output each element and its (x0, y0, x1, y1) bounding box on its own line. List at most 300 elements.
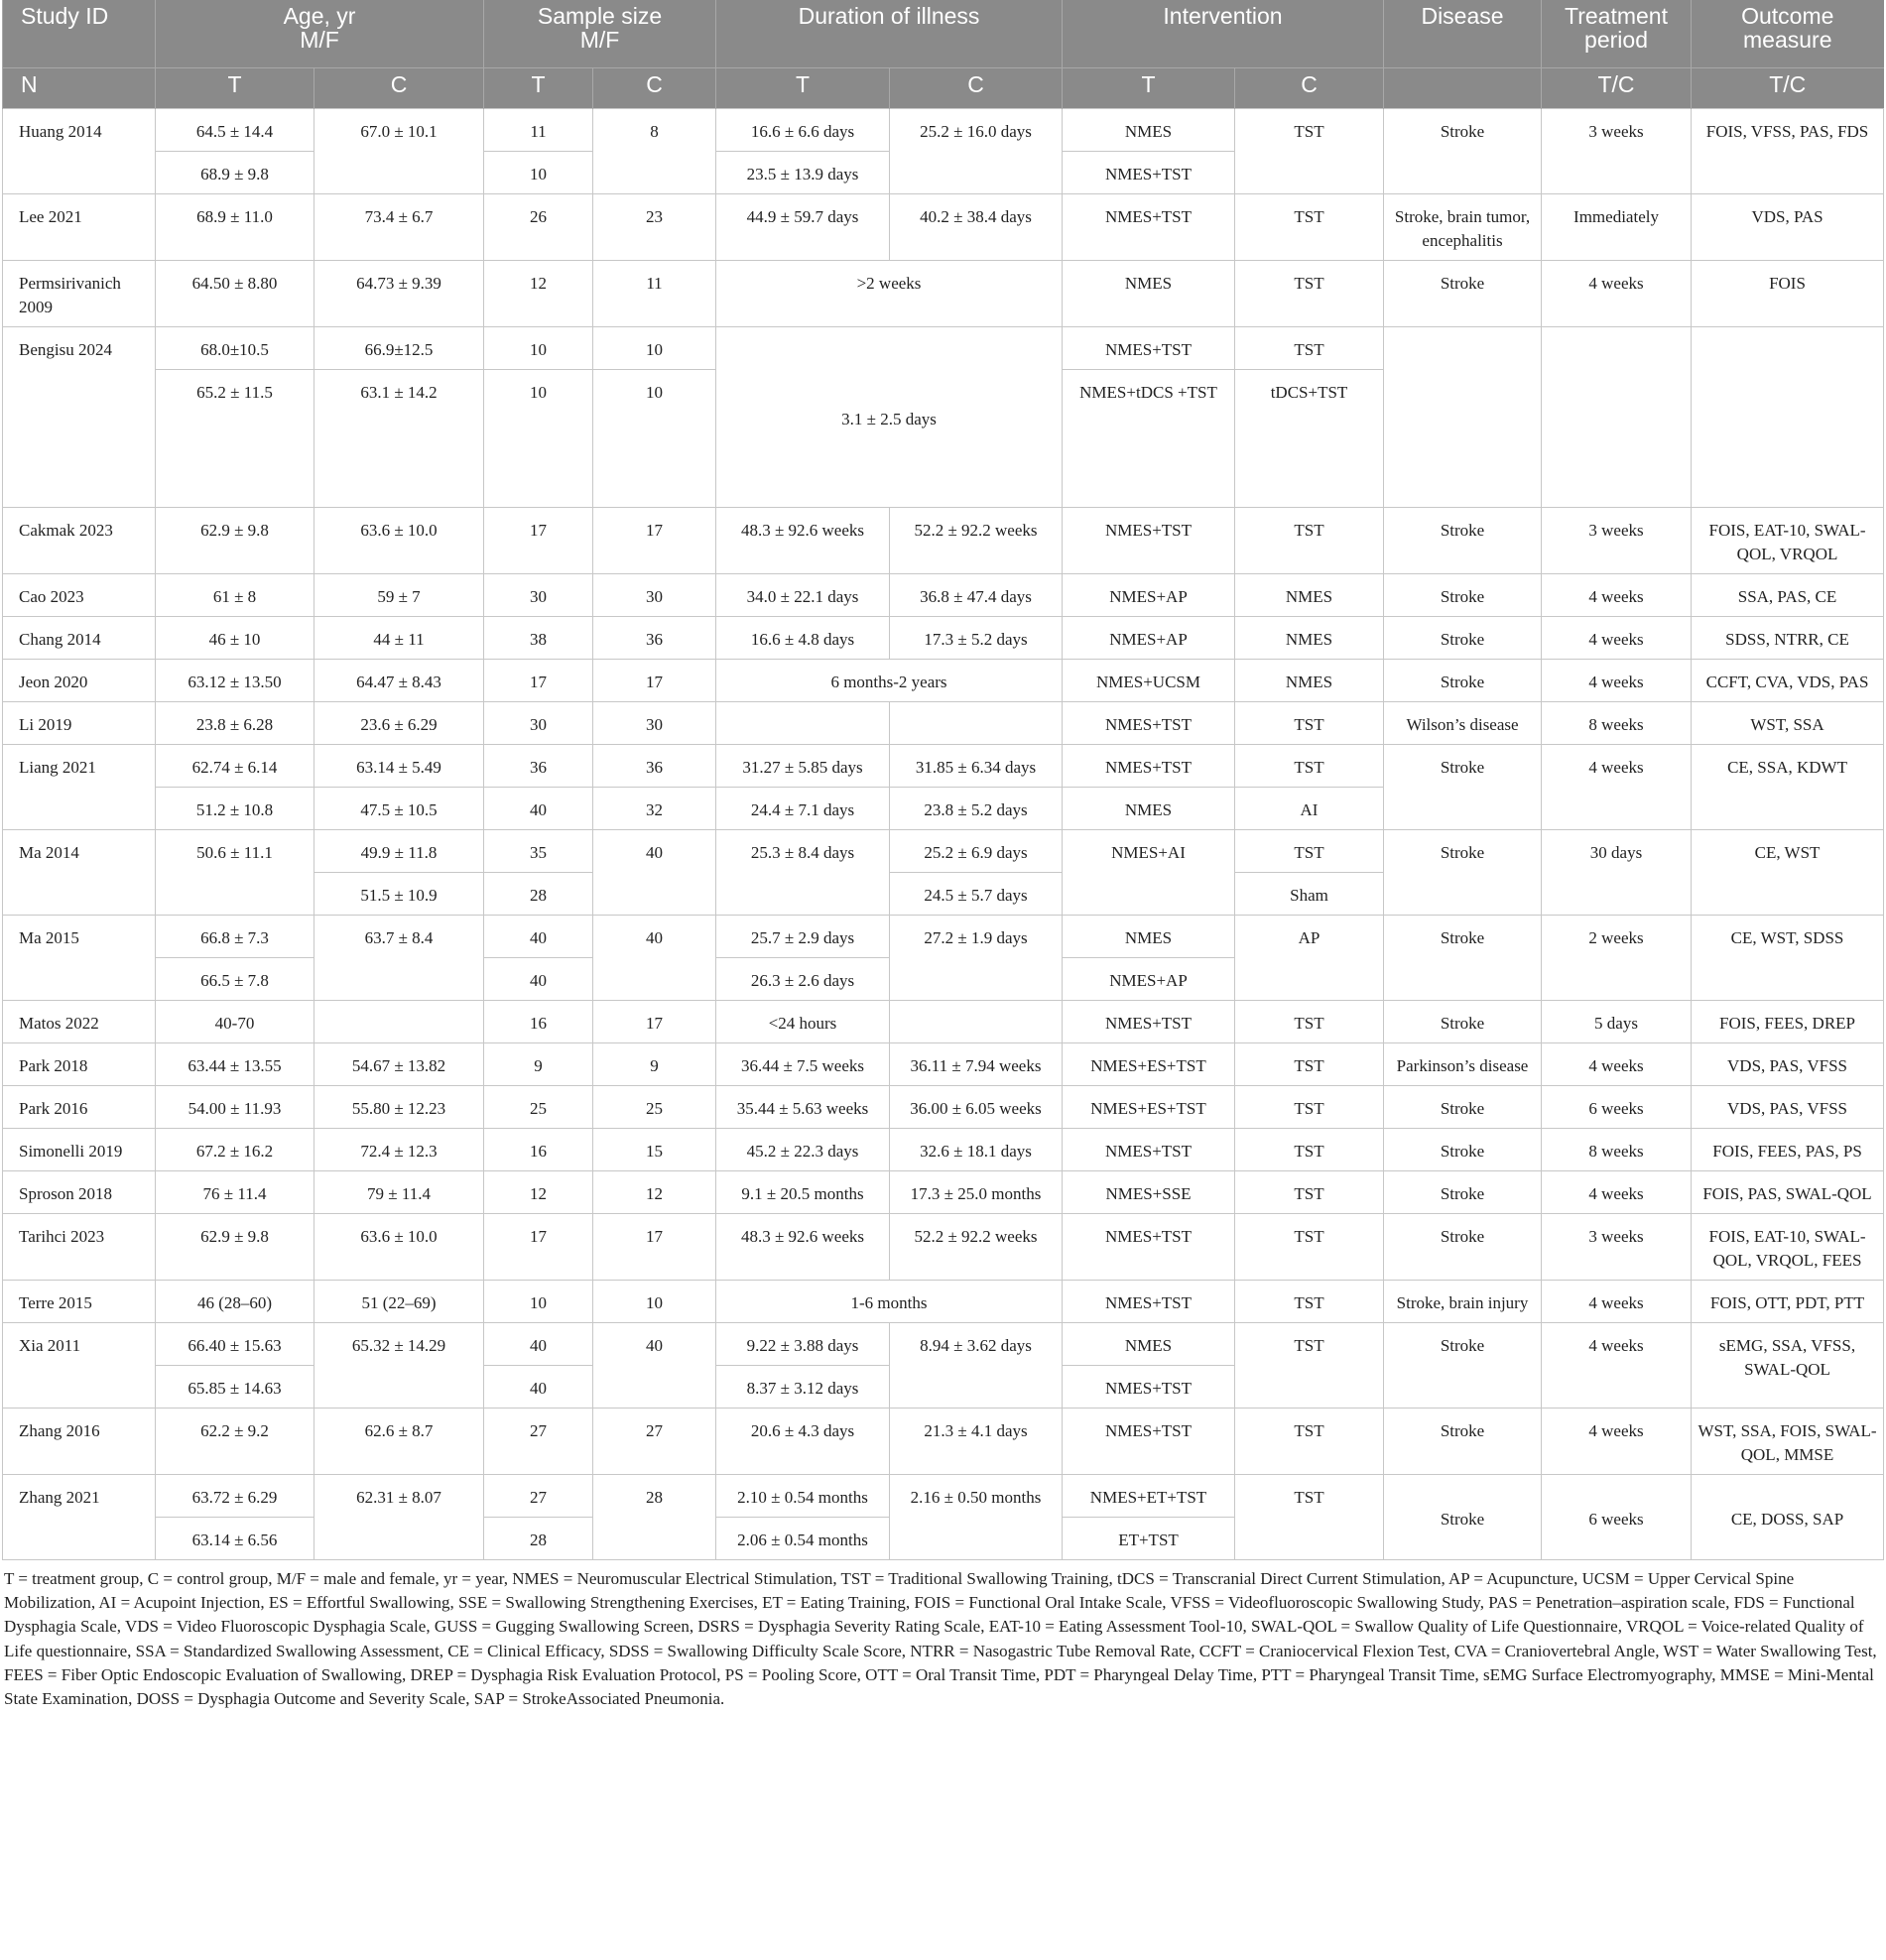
table-row (3, 745, 1884, 788)
table-cell: FOIS, PAS, SWAL-QOL (1692, 1171, 1884, 1214)
subheader-n: N (3, 68, 156, 109)
table-cell: 32 (593, 788, 716, 830)
table-cell: Matos 2022 (3, 1001, 156, 1043)
table-cell: 15 (593, 1129, 716, 1171)
table-cell: tDCS+TST (1235, 370, 1384, 508)
table-cell: 27 (484, 1475, 593, 1518)
table-cell: 51.2 ± 10.8 (156, 788, 314, 830)
table-cell: Stroke (1384, 1129, 1542, 1171)
table-cell: 4 weeks (1542, 1043, 1692, 1086)
table-row (3, 1409, 1884, 1475)
table-cell: Stroke (1384, 1475, 1542, 1560)
header-intervention: Intervention (1063, 0, 1384, 68)
table-cell: NMES+ES+TST (1063, 1086, 1235, 1129)
table-cell: NMES+TST (1063, 152, 1235, 194)
table-row (3, 1475, 1884, 1518)
subheader-intervention-t: T (1063, 68, 1235, 109)
table-cell: TST (1235, 1086, 1384, 1129)
table-cell: NMES+TST (1063, 1409, 1235, 1475)
table-cell: TST (1235, 194, 1384, 261)
table-cell: 64.47 ± 8.43 (314, 660, 484, 702)
table-header (3, 0, 1884, 109)
table-cell: 10 (484, 370, 593, 508)
table-row (3, 830, 1884, 873)
table-cell: 4 weeks (1542, 745, 1692, 830)
table-cell: 17.3 ± 5.2 days (890, 617, 1063, 660)
table-cell: Wilson’s disease (1384, 702, 1542, 745)
table-cell: 47.5 ± 10.5 (314, 788, 484, 830)
table-cell: 40 (484, 788, 593, 830)
table-cell: 25.7 ± 2.9 days (716, 916, 890, 958)
table-cell: <24 hours (716, 1001, 890, 1043)
header-treatment-period: Treatment period (1542, 0, 1692, 68)
table-cell: 61 ± 8 (156, 574, 314, 617)
table-cell: 24.5 ± 5.7 days (890, 873, 1063, 916)
table-cell: 64.73 ± 9.39 (314, 261, 484, 327)
table-body (3, 109, 1884, 1560)
table-cell: Chang 2014 (3, 617, 156, 660)
table-cell: TST (1235, 1214, 1384, 1281)
table-cell: 10 (593, 327, 716, 370)
table-row (3, 1281, 1884, 1323)
table-cell: 63.12 ± 13.50 (156, 660, 314, 702)
table-cell (1384, 327, 1542, 508)
header-age: Age, yr M/F (156, 0, 484, 68)
table-cell: Bengisu 2024 (3, 327, 156, 508)
table-cell: 27 (484, 1409, 593, 1475)
table-cell: 36 (484, 745, 593, 788)
table-cell: WST, SSA, FOIS, SWAL-QOL, MMSE (1692, 1409, 1884, 1475)
table-cell: 16 (484, 1129, 593, 1171)
table-cell: 17 (593, 508, 716, 574)
table-row (3, 1001, 1884, 1043)
table-cell: Lee 2021 (3, 194, 156, 261)
table-cell: CCFT, CVA, VDS, PAS (1692, 660, 1884, 702)
table-cell: Stroke, brain tumor, encephalitis (1384, 194, 1542, 261)
table-cell: 63.7 ± 8.4 (314, 916, 484, 1001)
table-cell: 21.3 ± 4.1 days (890, 1409, 1063, 1475)
table-cell: FOIS, EAT-10, SWAL-QOL, VRQOL (1692, 508, 1884, 574)
table-cell: TST (1235, 1129, 1384, 1171)
table-cell: NMES+TST (1063, 1001, 1235, 1043)
table-cell: AI (1235, 788, 1384, 830)
table-cell: Permsirivanich 2009 (3, 261, 156, 327)
table-cell: 63.6 ± 10.0 (314, 1214, 484, 1281)
table-cell: 40.2 ± 38.4 days (890, 194, 1063, 261)
subheader-treatment-tc: T/C (1542, 68, 1692, 109)
table-cell: 4 weeks (1542, 660, 1692, 702)
table-cell (1542, 327, 1692, 508)
table-row (3, 1214, 1884, 1281)
table-cell (890, 1001, 1063, 1043)
table-cell: 48.3 ± 92.6 weeks (716, 508, 890, 574)
table-cell: 8 weeks (1542, 702, 1692, 745)
table-cell: Stroke (1384, 660, 1542, 702)
table-cell: Cakmak 2023 (3, 508, 156, 574)
table-cell: 35 (484, 830, 593, 873)
table-cell: 67.2 ± 16.2 (156, 1129, 314, 1171)
table-cell: Ma 2015 (3, 916, 156, 1001)
table-cell: 63.14 ± 5.49 (314, 745, 484, 788)
table-cell: 40 (593, 916, 716, 1001)
table-row (3, 574, 1884, 617)
table-row (3, 702, 1884, 745)
table-cell: 55.80 ± 12.23 (314, 1086, 484, 1129)
subheader-duration-t: T (716, 68, 890, 109)
table-cell: 76 ± 11.4 (156, 1171, 314, 1214)
table-cell: 62.9 ± 9.8 (156, 508, 314, 574)
table-cell: Stroke (1384, 617, 1542, 660)
table-cell: Stroke (1384, 1001, 1542, 1043)
table-cell: NMES+TST (1063, 1366, 1235, 1409)
table-cell: 67.0 ± 10.1 (314, 109, 484, 194)
table-cell: 26.3 ± 2.6 days (716, 958, 890, 1001)
table-row (3, 261, 1884, 327)
table-cell: 63.6 ± 10.0 (314, 508, 484, 574)
table-cell: 28 (484, 1518, 593, 1560)
table-cell: 62.6 ± 8.7 (314, 1409, 484, 1475)
table-cell: TST (1235, 1409, 1384, 1475)
table-cell: VDS, PAS, VFSS (1692, 1086, 1884, 1129)
table-cell: 25.2 ± 16.0 days (890, 109, 1063, 194)
table-cell: TST (1235, 1001, 1384, 1043)
table-cell: NMES+TST (1063, 1129, 1235, 1171)
table-row (3, 1086, 1884, 1129)
table-cell: 4 weeks (1542, 617, 1692, 660)
table-cell: 52.2 ± 92.2 weeks (890, 1214, 1063, 1281)
table-cell: 63.72 ± 6.29 (156, 1475, 314, 1518)
table-cell: 62.74 ± 6.14 (156, 745, 314, 788)
table-cell: 54.00 ± 11.93 (156, 1086, 314, 1129)
table-cell: Stroke (1384, 1409, 1542, 1475)
table-cell: 40 (593, 830, 716, 916)
table-row (3, 109, 1884, 152)
table-cell: 45.2 ± 22.3 days (716, 1129, 890, 1171)
table-cell: 25.3 ± 8.4 days (716, 830, 890, 916)
table-cell: 34.0 ± 22.1 days (716, 574, 890, 617)
table-cell: NMES (1063, 916, 1235, 958)
table-cell: Park 2018 (3, 1043, 156, 1086)
table-footnote: T = treatment group, C = control group, M/F = male and female, yr = year, NMES = Neuromuscular Electrical Stimulation, TST = Traditional Swallowing Training, tDCS = Transcranial Direct Current Stimulation, AP = Acupuncture, UCSM = Upper Cervical Spine Mobilization, AI = Acupoint Injection, ES = Effortful Swallowing, SSE = Swallowing Strengthening Exercises, ET = Eating Training, FOIS = Functional Oral Intake Scale, VFSS = Videofluoroscopic Swallowing Study, PAS = Penetration–aspiration scale, FDS = Functional Dysphagia Scale, VDS = Video Fluoroscopic Dysphagia Scale, GUSS = Gugging Swallowing Screen, DSRS = Dysphagia Severity Rating Scale, EAT-10 = Eating Assessment Tool-10, SWAL-QOL = Swallow Quality of Life Questionnaire, VRQOL = Voice-related Quality of Life questionnaire, SSA = Standardized Swallowing Assessment, CE = Clinical Efficacy, SDSS = Swallowing Difficulty Scale Score, NTRR = Nasogastric Tube Removal Rate, CCFT = Craniocervical Flexion Test, CVA = Craniovertebral Angle, WST = Water Swallowing Test, FEES = Fiber Optic Endoscopic Evaluation of Swallowing, DREP = Dysphagia Risk Evaluation Protocol, PS = Pooling Score, OTT = Oral Transit Time, PDT = Pharyngeal Delay Time, PTT = Pharyngeal Transit Time, sEMG Surface Electromyography, MMSE = Mini-Mental State Examination, DOSS = Dysphagia Outcome and Severity Scale, SAP = StrokeAssociated Pneumonia. (4, 1569, 1877, 1709)
table-cell: AP (1235, 916, 1384, 1001)
table-cell: FOIS, VFSS, PAS, FDS (1692, 109, 1884, 194)
table-cell: 44.9 ± 59.7 days (716, 194, 890, 261)
table-cell: Stroke (1384, 1214, 1542, 1281)
table-cell: 73.4 ± 6.7 (314, 194, 484, 261)
table-cell: 52.2 ± 92.2 weeks (890, 508, 1063, 574)
table-cell: 44 ± 11 (314, 617, 484, 660)
table-cell: NMES (1235, 617, 1384, 660)
study-characteristics-table (2, 0, 1884, 1560)
table-cell: 4 weeks (1542, 261, 1692, 327)
table-cell: FOIS, EAT-10, SWAL-QOL, VRQOL, FEES (1692, 1214, 1884, 1281)
table-cell: 6 months-2 years (716, 660, 1063, 702)
table-cell: NMES (1063, 788, 1235, 830)
table-cell: VDS, PAS, VFSS (1692, 1043, 1884, 1086)
table-cell: NMES+TST (1063, 327, 1235, 370)
table-cell: 3 weeks (1542, 109, 1692, 194)
table-cell: 36.11 ± 7.94 weeks (890, 1043, 1063, 1086)
table-cell: 49.9 ± 11.8 (314, 830, 484, 873)
table-cell: 30 (593, 574, 716, 617)
table-cell: 4 weeks (1542, 1323, 1692, 1409)
table-cell: TST (1235, 1323, 1384, 1409)
table-cell: 17 (484, 660, 593, 702)
table-cell: NMES+UCSM (1063, 660, 1235, 702)
subheader-disease (1384, 68, 1542, 109)
table-cell: FOIS (1692, 261, 1884, 327)
table-cell: 63.14 ± 6.56 (156, 1518, 314, 1560)
table-cell: NMES+AP (1063, 574, 1235, 617)
table-cell: 51 (22–69) (314, 1281, 484, 1323)
table-row (3, 327, 1884, 370)
table-cell: 27 (593, 1409, 716, 1475)
table-cell: 36 (593, 745, 716, 788)
table-cell: 54.67 ± 13.82 (314, 1043, 484, 1086)
subheader-sample-c: C (593, 68, 716, 109)
table-cell: Jeon 2020 (3, 660, 156, 702)
table-cell: 17 (593, 660, 716, 702)
table-cell: 5 days (1542, 1001, 1692, 1043)
table-cell: Stroke (1384, 745, 1542, 830)
subheader-outcome-tc: T/C (1692, 68, 1884, 109)
table-cell: 66.40 ± 15.63 (156, 1323, 314, 1366)
table-cell: NMES+TST (1063, 508, 1235, 574)
table-cell: 17 (593, 1214, 716, 1281)
table-row (3, 916, 1884, 958)
table-cell: 51.5 ± 10.9 (314, 873, 484, 916)
table-cell: 10 (484, 1281, 593, 1323)
table-cell: 10 (484, 152, 593, 194)
header-disease: Disease (1384, 0, 1542, 68)
table-cell: NMES+TST (1063, 745, 1235, 788)
table-cell: 40 (484, 1323, 593, 1366)
table-cell: Stroke (1384, 1086, 1542, 1129)
table-cell: 4 weeks (1542, 1281, 1692, 1323)
table-cell: 4 weeks (1542, 1171, 1692, 1214)
table-cell: 23.8 ± 6.28 (156, 702, 314, 745)
table-cell: 8.37 ± 3.12 days (716, 1366, 890, 1409)
table-cell: Stroke (1384, 574, 1542, 617)
table-cell: VDS, PAS (1692, 194, 1884, 261)
table-cell: Cao 2023 (3, 574, 156, 617)
table-cell: 1-6 months (716, 1281, 1063, 1323)
table-cell: 9 (484, 1043, 593, 1086)
table-cell: 17 (593, 1001, 716, 1043)
table-cell: Huang 2014 (3, 109, 156, 194)
table-cell: 10 (484, 327, 593, 370)
table-cell: SSA, PAS, CE (1692, 574, 1884, 617)
header-study-id: Study ID (3, 0, 156, 68)
table-cell: 65.85 ± 14.63 (156, 1366, 314, 1409)
table-cell: 46 (28–60) (156, 1281, 314, 1323)
table-cell: TST (1235, 109, 1384, 194)
table-cell: NMES+AI (1063, 830, 1235, 916)
table-cell: Parkinson’s disease (1384, 1043, 1542, 1086)
table-cell: Sham (1235, 873, 1384, 916)
table-cell: 32.6 ± 18.1 days (890, 1129, 1063, 1171)
table-row (3, 617, 1884, 660)
table-cell: 38 (484, 617, 593, 660)
table-cell: Sproson 2018 (3, 1171, 156, 1214)
table-cell: 8 (593, 109, 716, 194)
table-cell: TST (1235, 745, 1384, 788)
table-cell: Stroke (1384, 1323, 1542, 1409)
table-cell: 12 (484, 261, 593, 327)
table-cell: 30 days (1542, 830, 1692, 916)
table-cell: 64.5 ± 14.4 (156, 109, 314, 152)
table-cell: 63.1 ± 14.2 (314, 370, 484, 508)
table-cell: SDSS, NTRR, CE (1692, 617, 1884, 660)
table-cell: 65.32 ± 14.29 (314, 1323, 484, 1409)
table-cell: Zhang 2021 (3, 1475, 156, 1560)
table-cell: 66.5 ± 7.8 (156, 958, 314, 1001)
table-cell: CE, WST (1692, 830, 1884, 916)
table-cell: Park 2016 (3, 1086, 156, 1129)
table-cell: Immediately (1542, 194, 1692, 261)
table-cell: 24.4 ± 7.1 days (716, 788, 890, 830)
table-cell: 28 (593, 1475, 716, 1560)
table-cell: 16.6 ± 6.6 days (716, 109, 890, 152)
table-cell: Stroke (1384, 916, 1542, 1001)
table-cell: 4 weeks (1542, 574, 1692, 617)
table-cell: 30 (593, 702, 716, 745)
table-row (3, 660, 1884, 702)
table-cell: 2.10 ± 0.54 months (716, 1475, 890, 1518)
table-cell: Stroke (1384, 109, 1542, 194)
table-cell: 62.9 ± 9.8 (156, 1214, 314, 1281)
header-sample-size: Sample size M/F (484, 0, 716, 68)
table-cell: Stroke (1384, 261, 1542, 327)
table-cell: 23 (593, 194, 716, 261)
table-cell: 62.31 ± 8.07 (314, 1475, 484, 1560)
table-cell: NMES+SSE (1063, 1171, 1235, 1214)
table-cell (314, 1001, 484, 1043)
table-cell: 12 (593, 1171, 716, 1214)
header-outcome-measure: Outcome measure (1692, 0, 1884, 68)
table-cell: 40 (484, 1366, 593, 1409)
table-cell: TST (1235, 508, 1384, 574)
table-cell: 9 (593, 1043, 716, 1086)
table-cell: ET+TST (1063, 1518, 1235, 1560)
table-cell: 30 (484, 702, 593, 745)
table-cell: Ma 2014 (3, 830, 156, 916)
table-cell: NMES (1063, 1323, 1235, 1366)
subheader-age-c: C (314, 68, 484, 109)
table-cell: 6 weeks (1542, 1086, 1692, 1129)
subheader-sample-t: T (484, 68, 593, 109)
table-cell: TST (1235, 1475, 1384, 1560)
table-cell: 6 weeks (1542, 1475, 1692, 1560)
table-cell: 40 (484, 916, 593, 958)
table-cell: 36.8 ± 47.4 days (890, 574, 1063, 617)
header-row-sub (3, 68, 1884, 109)
header-row-main (3, 0, 1884, 68)
table-cell: 72.4 ± 12.3 (314, 1129, 484, 1171)
table-row (3, 508, 1884, 574)
table-cell: 79 ± 11.4 (314, 1171, 484, 1214)
table-cell: 11 (593, 261, 716, 327)
table-cell: 31.27 ± 5.85 days (716, 745, 890, 788)
table-cell: 36.44 ± 7.5 weeks (716, 1043, 890, 1086)
table-cell: 35.44 ± 5.63 weeks (716, 1086, 890, 1129)
table-cell: TST (1235, 261, 1384, 327)
table-cell: NMES+ES+TST (1063, 1043, 1235, 1086)
table-cell: TST (1235, 1043, 1384, 1086)
table-cell: 16 (484, 1001, 593, 1043)
subheader-intervention-c: C (1235, 68, 1384, 109)
table-cell: FOIS, FEES, DREP (1692, 1001, 1884, 1043)
table-cell: 66.8 ± 7.3 (156, 916, 314, 958)
table-cell: Stroke, brain injury (1384, 1281, 1542, 1323)
table-cell: NMES+AP (1063, 958, 1235, 1001)
table-cell: 25 (484, 1086, 593, 1129)
table-cell: 40-70 (156, 1001, 314, 1043)
table-cell: 31.85 ± 6.34 days (890, 745, 1063, 788)
table-cell: 12 (484, 1171, 593, 1214)
table-row (3, 1171, 1884, 1214)
table-cell: Stroke (1384, 508, 1542, 574)
table-cell: 40 (484, 958, 593, 1001)
table-cell: 50.6 ± 11.1 (156, 830, 314, 916)
table-cell (890, 702, 1063, 745)
table-cell: 9.1 ± 20.5 months (716, 1171, 890, 1214)
table-cell: Tarihci 2023 (3, 1214, 156, 1281)
table-cell: 20.6 ± 4.3 days (716, 1409, 890, 1475)
table-cell: NMES+TST (1063, 1214, 1235, 1281)
subheader-age-t: T (156, 68, 314, 109)
table-cell: FOIS, OTT, PDT, PTT (1692, 1281, 1884, 1323)
table-row (3, 1323, 1884, 1366)
table-cell: 28 (484, 873, 593, 916)
table-cell: Liang 2021 (3, 745, 156, 830)
table-row (3, 1129, 1884, 1171)
table-cell: 59 ± 7 (314, 574, 484, 617)
table-cell: 11 (484, 109, 593, 152)
table-cell: FOIS, FEES, PAS, PS (1692, 1129, 1884, 1171)
table-cell: NMES+TST (1063, 1281, 1235, 1323)
table-cell: 2.06 ± 0.54 months (716, 1518, 890, 1560)
table-cell: NMES+tDCS +TST (1063, 370, 1235, 508)
table-cell: >2 weeks (716, 261, 1063, 327)
table-cell: TST (1235, 702, 1384, 745)
table-row (3, 194, 1884, 261)
table-cell: Stroke (1384, 1171, 1542, 1214)
table-cell: WST, SSA (1692, 702, 1884, 745)
table-cell: 3.1 ± 2.5 days (716, 327, 1063, 508)
table-cell: CE, DOSS, SAP (1692, 1475, 1884, 1560)
table-cell: CE, SSA, KDWT (1692, 745, 1884, 830)
table-cell: 26 (484, 194, 593, 261)
table-cell: 65.2 ± 11.5 (156, 370, 314, 508)
table-cell: 10 (593, 370, 716, 508)
table-cell: 68.9 ± 9.8 (156, 152, 314, 194)
table-row (3, 1043, 1884, 1086)
table-cell: 23.8 ± 5.2 days (890, 788, 1063, 830)
subheader-duration-c: C (890, 68, 1063, 109)
table-cell: 46 ± 10 (156, 617, 314, 660)
header-duration: Duration of illness (716, 0, 1063, 68)
table-cell: 9.22 ± 3.88 days (716, 1323, 890, 1366)
table-cell: NMES (1235, 660, 1384, 702)
table-cell: Li 2019 (3, 702, 156, 745)
table-cell: 68.9 ± 11.0 (156, 194, 314, 261)
table-cell: NMES+AP (1063, 617, 1235, 660)
table-cell: TST (1235, 830, 1384, 873)
table-cell: 48.3 ± 92.6 weeks (716, 1214, 890, 1281)
table-cell: Zhang 2016 (3, 1409, 156, 1475)
table-cell (1692, 327, 1884, 508)
